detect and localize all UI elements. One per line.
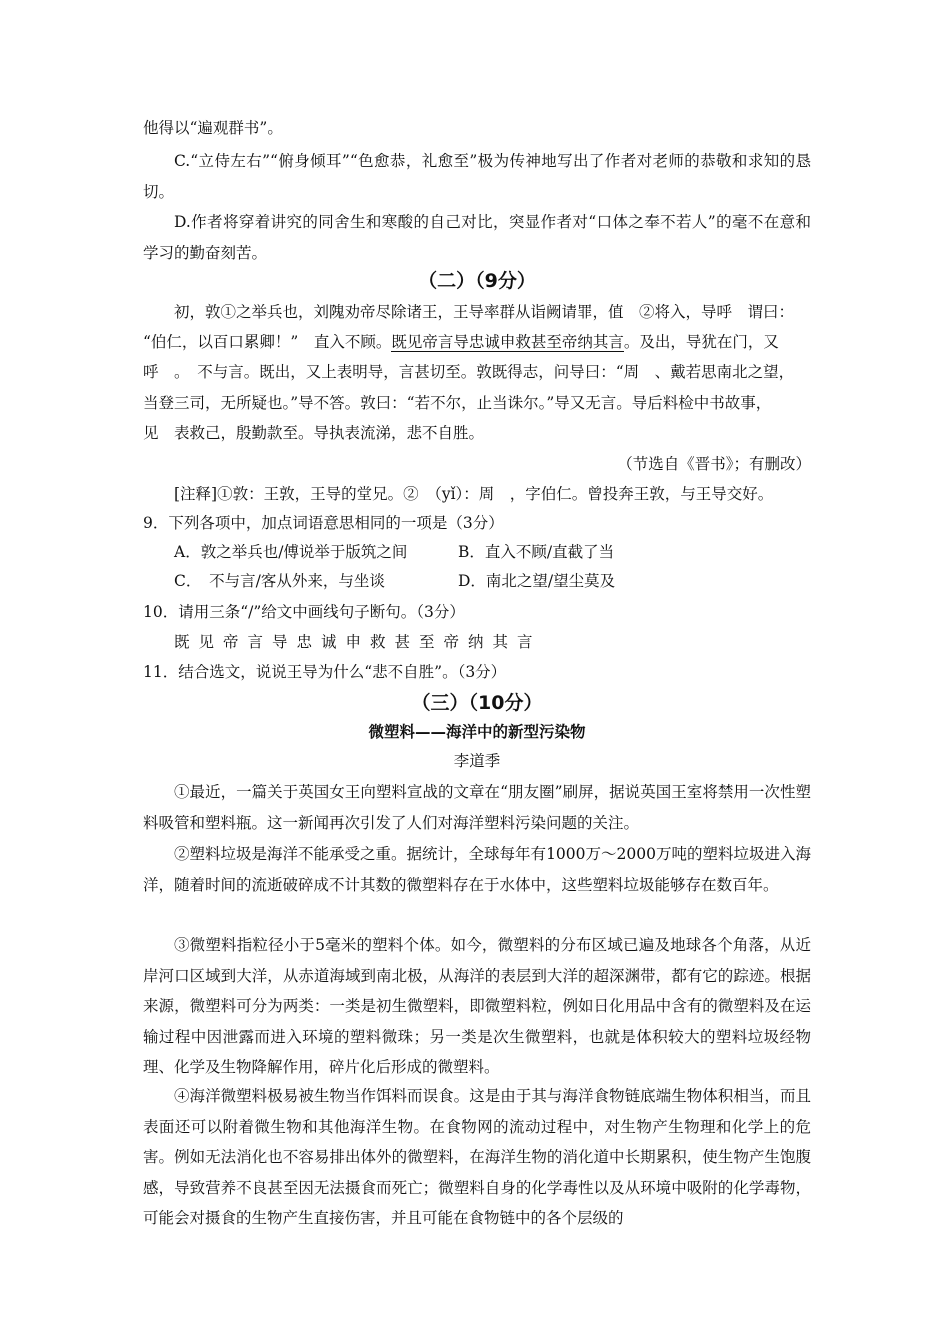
question-9-option-d: D．南北之望/望尘莫及 bbox=[458, 572, 616, 590]
question-9-option-c: C． 不与言/客从外来，与坐谈 bbox=[174, 572, 385, 590]
classical-passage-line-4: 当登三司，无所疑也。”导不答。敦曰：“若不尔，止当诛尔。”导又无言。导后料检中书故事， bbox=[143, 394, 772, 412]
q8-option-b-continued: 他得以“遍观群书”。 bbox=[143, 119, 283, 137]
question-9-stem: 9．下列各项中，加点词语意思相同的一项是（3分） bbox=[143, 514, 504, 532]
passage-annotation: [注释]①敦：王敦，王导的堂兄。② （yǐ）：周 ，字伯仁。曾投奔王敦，与王导交好。 bbox=[174, 485, 774, 503]
underlined-sentence: 既见帝言导忠诚申救甚至帝纳其言 bbox=[391, 333, 624, 351]
question-10-stem: 10．请用三条“/”给文中画线句子断句。（3分） bbox=[143, 603, 465, 621]
question-11-stem: 11．结合选文，说说王导为什么“悲不自胜”。（3分） bbox=[143, 663, 507, 681]
article-paragraph-2: ②塑料垃圾是海洋不能承受之重。据统计，全球每年有1000万～2000万吨的塑料垃圾进入海洋，随着时间的流逝破碎成不计其数的微塑料存在于水体中，这些塑料垃圾能够存在数百年。 bbox=[143, 845, 811, 894]
article-paragraph-3: ③微塑料指粒径小于5毫米的塑料个体。如今，微塑料的分布区域已遍及地球各个角落，从近岸河口区域到大洋，从赤道海域到南北极，从海洋的表层到大洋的超深渊带，都有它的踪迹。根据来源，微塑料可分为两类：一类是初生微塑料，即微塑料粒，例如日化用品中含有的微塑料及在运输过程中因泄露而进入环境的塑料微珠；另一类是次生微塑料，也就是体积较大的塑料垃圾经物理、化学及生物降解作用，碎片化后形成的微塑料。 bbox=[143, 936, 811, 1076]
article-title: 微塑料——海洋中的新型污染物 bbox=[368, 723, 586, 741]
classical-passage-line-5: 见 表救己，殷勤款至。导执表流涕，悲不自胜。 bbox=[143, 424, 485, 442]
classical-passage-line-2 bbox=[143, 327, 811, 358]
question-10-sentence: 既见帝言导忠诚申救甚至帝纳其言 bbox=[174, 633, 542, 651]
q8-option-c: C.“立侍左右”“俯身倾耳”“色愈恭，礼愈至”极为传神地写出了作者对老师的恭敬和求知的恳切。 bbox=[143, 152, 811, 201]
passage-line-2-end: 。及出，导犹在门，又 bbox=[623, 333, 779, 351]
article-paragraph-4: ④海洋微塑料极易被生物当作饵料而误食。这是由于其与海洋食物链底端生物体积相当，而且表面还可以附着微生物和其他海洋生物。在食物网的流动过程中，对生物产生物理和化学上的危害。例如无法消化也不容易排出体外的微塑料，在海洋生物的消化道中长期累积，使生物产生饱腹感，导致营养不良甚至因无法摄食而死亡；微塑料自身的化学毒性以及从环境中吸附的化学毒物，可能会对摄食的生物产生直接伤害，并且可能在食物链中的各个层级的 bbox=[143, 1087, 811, 1227]
q8-option-d: D.作者将穿着讲究的同舍生和寒酸的自己对比，突显作者对“口体之奉不若人”的毫不在意和学习的勤奋刻苦。 bbox=[143, 213, 811, 262]
question-9-option-b: B．直入不顾/直截了当 bbox=[458, 543, 615, 561]
passage-source: （节选自《晋书》；有删改） bbox=[617, 455, 811, 473]
section-two-heading: （二）（9分） bbox=[418, 270, 536, 292]
article-author: 李道季 bbox=[453, 752, 501, 770]
section-three-heading: （三）（10分） bbox=[411, 692, 543, 714]
passage-line-2-start: “伯仁，以百口累卿！” 直入不顾。 bbox=[143, 333, 392, 351]
classical-passage-line-3: 呼 。 不与言。既出，又上表明导，言甚切至。敦既得志，问导曰：“周 、戴若思南北之望， bbox=[143, 363, 795, 381]
classical-passage-line-1: 初，敦①之举兵也，刘隗劝帝尽除诸王，王导率群从诣阙请罪，值 ②将入，导呼 谓曰： bbox=[174, 303, 795, 321]
question-9-option-a: A．敦之举兵也/傅说举于版筑之间 bbox=[174, 543, 408, 561]
article-paragraph-1: ①最近，一篇关于英国女王向塑料宣战的文章在“朋友圈”刷屏，据说英国王室将禁用一次性塑料吸管和塑料瓶。这一新闻再次引发了人们对海洋塑料污染问题的关注。 bbox=[143, 783, 811, 832]
